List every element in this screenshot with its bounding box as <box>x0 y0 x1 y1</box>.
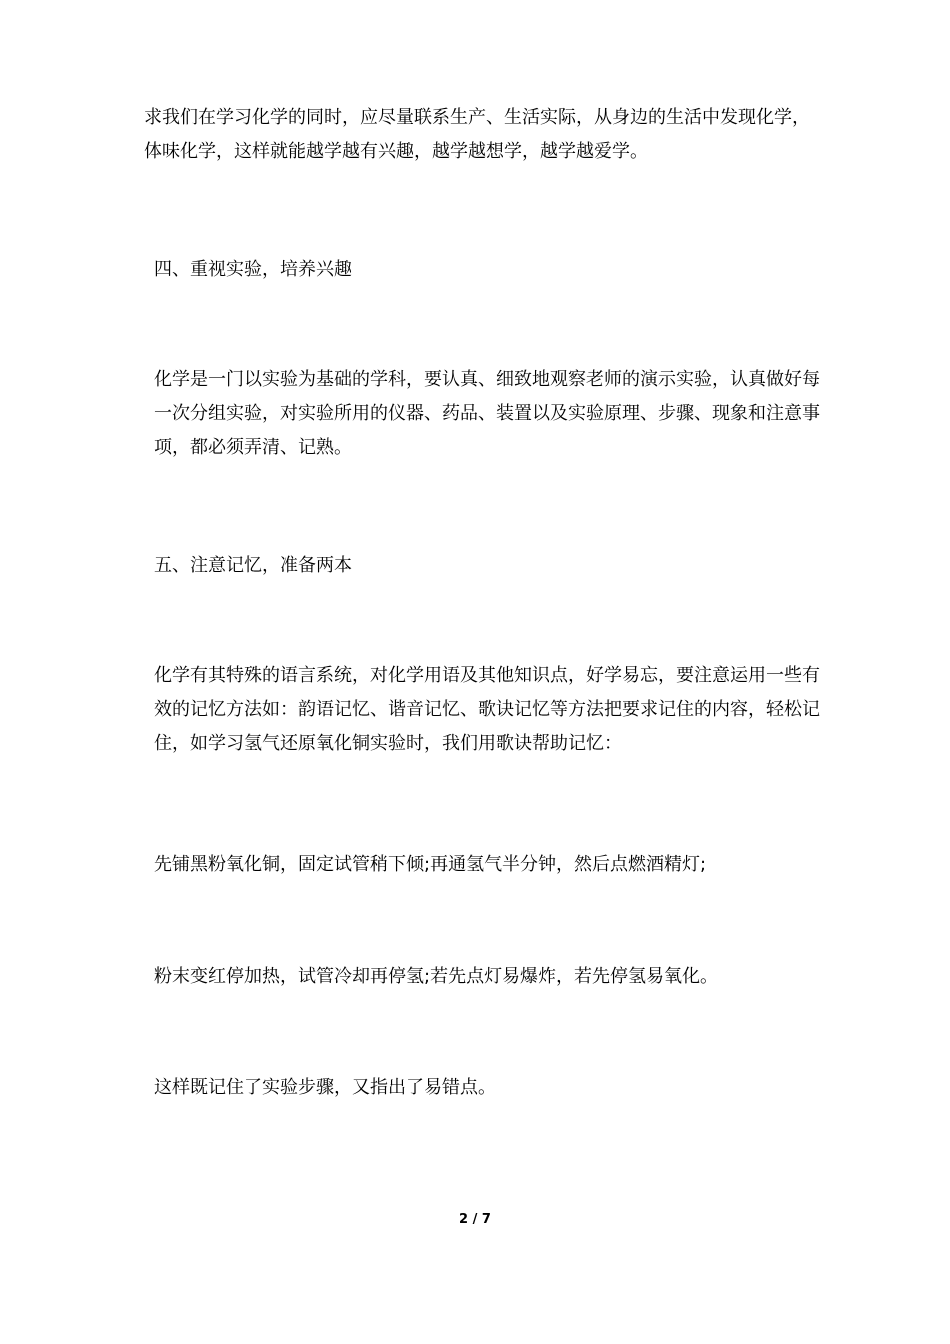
section-heading-memory: 五、注意记忆，准备两本 <box>154 555 352 576</box>
paragraph-experiments: 化学是一门以实验为基础的学科，要认真、细致地观察老师的演示实验，认真做好每一次分组实验，对实验所用的仪器、药品、装置以及实验原理、步骤、现象和注意事项，都必须弄清、记熟。 <box>154 369 820 458</box>
paragraph-memory-methods: 化学有其特殊的语言系统，对化学用语及其他知识点，好学易忘，要注意运用一些有效的记忆方法如：韵语记忆、谐音记忆、歌诀记忆等方法把要求记住的内容，轻松记住，如学习氢气还原氧化铜实验时，我们用歌诀帮助记忆： <box>154 665 820 754</box>
mnemonic-verse-line-1: 先铺黑粉氧化铜，固定试管稍下倾;再通氢气半分钟，然后点燃酒精灯; <box>154 854 707 875</box>
mnemonic-verse-line-2: 粉末变红停加热，试管冷却再停氢;若先点灯易爆炸，若先停氢易氧化。 <box>154 966 719 987</box>
paragraph-summary: 这样既记住了实验步骤，又指出了易错点。 <box>154 1077 496 1098</box>
section-heading-experiments: 四、重视实验，培养兴趣 <box>154 259 352 280</box>
paragraph-study-context: 求我们在学习化学的同时，应尽量联系生产、生活实际，从身边的生活中发现化学，体味化学，这样就能越学越有兴趣，越学越想学，越学越爱学。 <box>144 107 810 162</box>
page-number: 2 / 7 <box>459 1212 491 1227</box>
